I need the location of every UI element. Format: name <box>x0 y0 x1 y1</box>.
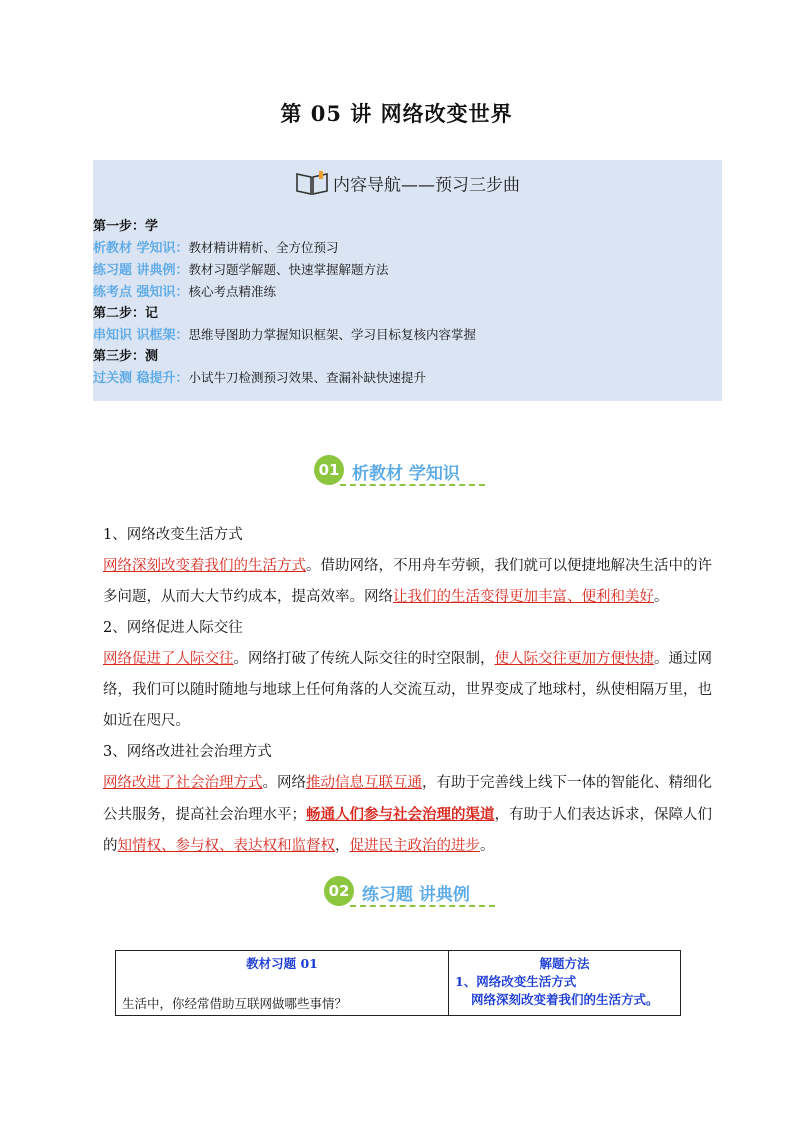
answer-line-1: 1、网络改变生活方式 <box>455 974 577 989</box>
dashed-underline <box>340 484 485 486</box>
step-3-heading: 第三步：测 <box>93 349 159 364</box>
answer-line-2: 网络深刻改变着我们的生活方式。 <box>471 992 659 1007</box>
nav-row: 析教材 学知识：教材精讲精析、全方位预习 <box>93 240 339 256</box>
nav-row: 串知识 识框架：思维导图助力掌握知识框架、学习目标复核内容掌握 <box>93 327 477 343</box>
section-title: 练习题 讲典例 <box>362 885 470 905</box>
section-number: 02 <box>324 876 354 906</box>
paragraph-3: 网络改进了社会治理方式。网络推动信息互联互通，有助于完善线上线下一体的智能化、精细化公共服务，提高社会治理水平；畅通人们参与社会治理的渠道，有助于人们表达诉求，保障人们的知情权、参与权、表达权和监督权，促进民主政治的进步。 <box>103 775 712 854</box>
step-2-heading: 第二步：记 <box>93 306 159 321</box>
open-book-icon <box>295 170 329 201</box>
section-01-content <box>103 520 721 862</box>
heading-3: 3、网络改进社会治理方式 <box>103 744 272 760</box>
nav-header-text: 内容导航——预习三步曲 <box>333 175 520 196</box>
nav-row: 过关测 稳提升：小试牛刀检测预习效果、查漏补缺快速提升 <box>93 370 427 386</box>
paragraph-2: 网络促进了人际交往。网络打破了传统人际交往的时空限制，使人际交往更加方便快捷。通过网络，我们可以随时随地与地球上任何角落的人交流互动，世界变成了地球村，纵使相隔万里，也如近在咫尺。 <box>103 651 712 729</box>
dashed-underline <box>350 905 495 907</box>
question-header: 教材习题 01 <box>246 956 318 971</box>
question-cell <box>116 951 449 1016</box>
question-text: 生活中，你经常借助互联网做哪些事情？ <box>122 996 348 1011</box>
content-navigation-box <box>93 160 722 401</box>
nav-lines <box>93 216 476 389</box>
table-row <box>116 951 681 1016</box>
section-01-badge <box>314 455 494 491</box>
page-title: 第 05 讲 网络改变世界 <box>280 101 513 126</box>
section-number: 01 <box>314 455 344 485</box>
nav-row: 练考点 强知识：核心考点精准练 <box>93 284 277 300</box>
exercise-table <box>115 950 681 1016</box>
nav-row: 练习题 讲典例：教材习题学解题、快速掌握解题方法 <box>93 262 389 278</box>
section-02-badge <box>324 876 504 912</box>
paragraph-1: 网络深刻改变着我们的生活方式。借助网络，不用舟车劳顿，我们就可以便捷地解决生活中的许多问题，从而大大节约成本，提高效率。网络让我们的生活变得更加丰富、便利和美好。 <box>103 558 712 605</box>
step-1-heading: 第一步：学 <box>93 219 159 234</box>
heading-2: 2、网络促进人际交往 <box>103 620 243 636</box>
answer-cell <box>449 951 681 1016</box>
nav-header <box>93 170 722 201</box>
answer-header: 解题方法 <box>539 956 590 971</box>
section-title: 析教材 学知识 <box>352 464 460 484</box>
heading-1: 1、网络改变生活方式 <box>103 527 243 543</box>
